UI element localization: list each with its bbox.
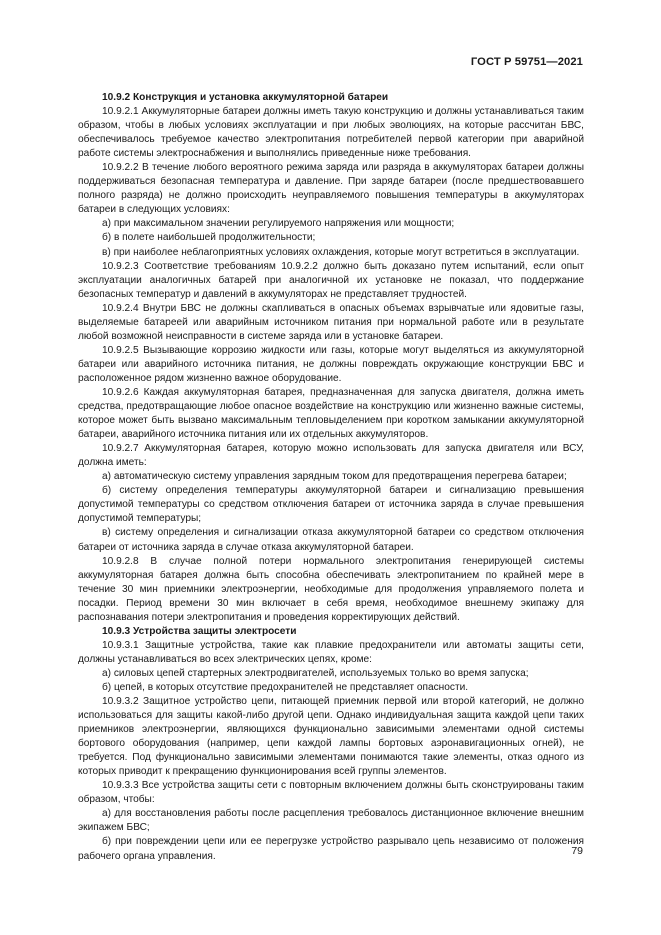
paragraph: б) цепей, в которых отсутствие предохранителей не представляет опасности. bbox=[102, 681, 469, 693]
paragraph: 10.9.2.4 Внутри БВС не должны скапливаться в опасных объемах взрывчатые или ядовитые газы, выделяемые батареей или аварийным источником питания при нормальной работе или в результате любой возможной неисправности в системе заряда или в установке батареи. bbox=[78, 302, 584, 342]
paragraph: в) систему определения и сигнализации отказа аккумуляторной батареи со средством отключения батареи от источника заряда в случае отказа аккумуляторной батареи. bbox=[78, 527, 584, 553]
paragraph: 10.9.2.6 Каждая аккумуляторная батарея, предназначенная для запуска двигателя, должна иметь средства, предотвращающие любое опасное воздействие на конструкцию или жизненно важные системы, которое может быть вызвано максимальным тепловыделением при коротком замыкании аккумуляторной батареи, аварийного источника питания или их отдельных аккумуляторов. bbox=[78, 386, 584, 441]
paragraph: в) при наиболее неблагоприятных условиях охлаждения, которые могут встретиться в эксплуатации. bbox=[102, 246, 580, 258]
section-heading: 10.9.3 Устройства защиты электросети bbox=[102, 625, 297, 637]
paragraph: 10.9.3.1 Защитные устройства, такие как плавкие предохранители или автоматы защиты сети, должны устанавливаться во всех электрических цепях, кроме: bbox=[78, 639, 584, 665]
section-heading: 10.9.2 Конструкция и установка аккумуляторной батареи bbox=[102, 92, 389, 103]
paragraph: б) систему определения температуры аккумуляторной батареи и сигнализацию превышения допустимой температуры со средством отключения батареи от источника заряда в случае превышения допустимой температуры; bbox=[78, 485, 584, 525]
document-code: ГОСТ Р 59751—2021 bbox=[470, 56, 583, 68]
paragraph: 10.9.2.2 В течение любого вероятного режима заряда или разряда в аккумуляторах батареи должны поддерживаться безопасная температура и давление. При заряде батареи (после предшествовавшего полного разряда) не должно происходить неуправляемого повышения температуры в аккумуляторах батареи в следующих условиях: bbox=[78, 162, 584, 216]
paragraph: 10.9.2.1 Аккумуляторные батареи должны иметь такую конструкцию и должны устанавливаться таким образом, чтобы в любых условиях эксплуатации и при любых эволюциях, на которые рассчитан БВС, обеспечивалось требуемое качество электропитания потребителей первой категории при аварийной работе системы электроснабжения и выполнялись приведенные ниже требования. bbox=[78, 106, 584, 160]
paragraph: 10.9.2.3 Соответствие требованиям 10.9.2.2 должно быть доказано путем испытаний, если опыт эксплуатации аналогичных батарей при аналогичной их установке не показал, что поддержание безопасных температур и давлений в аккумуляторах не представляет трудностей. bbox=[78, 260, 584, 300]
paragraph: 10.9.3.3 Все устройства защиты сети с повторным включением должны быть сконструированы таким образом, чтобы: bbox=[78, 780, 584, 806]
paragraph: 10.9.2.8 В случае полной потери нормального электропитания генерирующей системы аккумуляторная батарея должна быть способна обеспечивать электропитанием по крайней мере в течение 30 мин приемники электроэнергии, необходимые для продолжения управляемого полета и посадки. Период времени 30 мин включает в себя время, необходимое внешнему экипажу для распознавания потери электропитания и проведения корректирующих действий. bbox=[78, 555, 584, 623]
paragraph: 10.9.2.7 Аккумуляторная батарея, которую можно использовать для запуска двигателя или ВСУ, должна иметь: bbox=[78, 443, 584, 469]
paragraph: 10.9.3.2 Защитное устройство цепи, питающей приемник первой или второй категорий, не должно использоваться для защиты какой-либо другой цепи. Однако индивидуальная защита каждой цепи таких приемников электроэнергии, являющихся функционально зависимыми элементами одной системы бортового оборудования (например, цепи каждой лампы бортовых аэронавигационных огней), не требуется. Под функционально зависимыми элементами понимаются такие элементы, отказ одного из которых приводит к прекращению функционирования всей группы элементов. bbox=[78, 696, 584, 778]
paragraph: а) автоматическую систему управления зарядным током для предотвращения перегрева батареи; bbox=[102, 471, 567, 483]
paragraph: б) в полете наибольшей продолжительности; bbox=[102, 232, 316, 244]
page-number: 79 bbox=[571, 845, 583, 857]
document-body bbox=[78, 91, 584, 864]
paragraph: а) для восстановления работы после расцепления требовалось дистанционное включение внешним экипажем БВС; bbox=[78, 808, 584, 834]
paragraph: а) силовых цепей стартерных электродвигателей, используемых только во время запуска; bbox=[102, 667, 529, 679]
paragraph: 10.9.2.5 Вызывающие коррозию жидкости или газы, которые могут выделяться из аккумуляторной батареи или аварийного источника питания, не должны повреждать окружающие конструкции БВС и расположенное рядом жизненно важное оборудование. bbox=[78, 344, 584, 384]
paragraph: б) при повреждении цепи или ее перегрузке устройство разрывало цепь независимо от положения рабочего органа управления. bbox=[78, 836, 584, 862]
paragraph: а) при максимальном значении регулируемого напряжения или мощности; bbox=[102, 218, 455, 230]
